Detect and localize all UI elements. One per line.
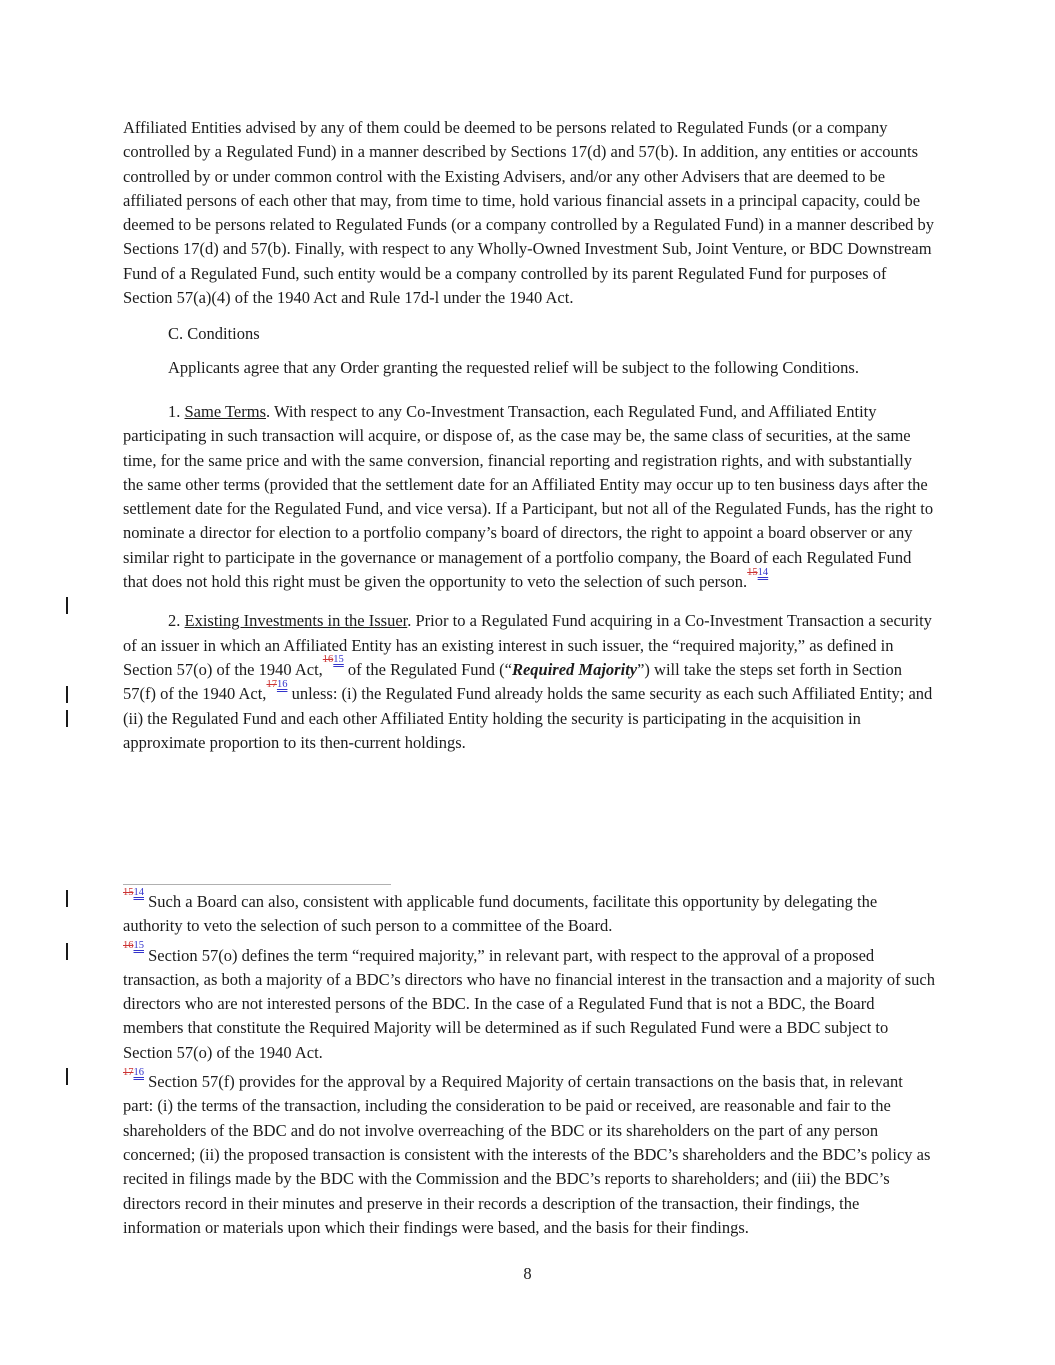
revision-bar [66, 890, 68, 907]
page-number: 8 [523, 1264, 532, 1283]
footnote-ref: 1514 [123, 886, 144, 898]
footnote-ref: 1716 [123, 1066, 144, 1078]
revision-bar [66, 1068, 68, 1085]
revision-bar [66, 686, 68, 703]
footnote-ref: 1514 [747, 566, 769, 578]
section-heading-conditions: C. Conditions [168, 324, 260, 344]
footnote-ref: 1716 [266, 678, 288, 690]
revision-bar [66, 710, 68, 727]
footnote-ref: 1615 [123, 940, 144, 952]
footnote-separator [123, 884, 391, 885]
paragraph-applicants: Applicants agree that any Order granting the requested relief will be subject to the following Conditions. [168, 357, 859, 377]
footnote-ref: 1615 [322, 654, 344, 666]
revision-bar [66, 943, 68, 960]
revision-bar [66, 597, 68, 614]
document-body [123, 116, 935, 755]
condition-1-same-terms: 1. Same Terms. With respect to any Co-Investment Transaction, each Regulated Fund, and Affiliated Entity participating in such transaction will acquire, or dispose of, as the case may be, the same class of securities, at the same time, for the same price and with the same conversion, financial reporting and registration rights, and with substantially the same other terms (provided that the settlement date for an Affiliated Entity may occur up to ten business days after the settlement date for the Regulated Fund, and vice versa). If a Participant, but not all of the Regulated Funds, has the right to nominate a director for election to a portfolio company’s board of directors, the right to appoint a board observer or any similar right to participate in the governance or management of a portfolio company, the Board of each Regulated Fund that does not hold this right must be given the opportunity to veto the selection of such person.$^{1514}$ [123, 401, 934, 592]
condition-2-existing-investments: 2. Existing Investments in the Issuer. Prior to a Regulated Fund acquiring in a Co-Investment Transaction a security of an issuer in which an Affiliated Entity has an existing interest in such issuer, the “required majority,” as defined in Section 57(o) of the 1940 Act,$^{1615}$ of the Regulated Fund (“Required Majority”) will take the steps set forth in Section 57(f) of the 1940 Act,$^{1716}$ unless: (i) the Regulated Fund already holds the same security as each such Affiliated Entity; and (ii) the Regulated Fund and each other Affiliated Entity holding the security is participating in the acquisition in approximate proportion to its then-current holdings. [123, 611, 933, 752]
footnote-15: $^{1615}$ Section 57(o) defines the term “required majority,” in relevant part, with respect to the approval of a proposed transaction, as both a majority of a BDC’s directors who have no financial interest in the transaction and a majority of such directors who are not interested persons of the BDC. In the case of a Regulated Fund that is not a BDC, the Board members that constitute the Required Majority will be determined as if such Regulated Fund were a BDC subject to Section 57(o) of the 1940 Act. [123, 940, 935, 1062]
footnotes-section [123, 884, 935, 1240]
footnote-16: $^{1716}$ Section 57(f) provides for the approval by a Required Majority of certain transactions on the basis that, in relevant part: (i) the terms of the transaction, including the consideration to be paid or received, are reasonable and fair to the shareholders of the BDC and do not involve overreaching of the BDC or its shareholders on the part of any person concerned; (ii) the proposed transaction is consistent with the interests of the BDC’s shareholders and the BDC’s policy as recited in filings made by the BDC with the Commission and the BDC’s reports to shareholders; and (iii) the BDC’s directors record in their minutes and preserve in their records a description of the transaction, their findings, the information or materials upon which their findings were based, and the basis for their findings. [123, 1066, 931, 1237]
footnote-14: $^{1514}$ Such a Board can also, consistent with applicable fund documents, facilitate this opportunity by delegating the authority to veto the selection of such person to a committee of the Board. [123, 886, 878, 936]
paragraph-intro: Affiliated Entities advised by any of them could be deemed to be persons related to Regulated Funds (or a company controlled by a Regulated Fund) in a manner described by Sections 17(d) and 57(b). In addition, any entities or accounts controlled by or under common control with the Existing Advisers, and/or any other Advisers that are deemed to be affiliated persons of each other that may, from time to time, hold various financial assets in a principal capacity, could be deemed to be persons related to Regulated Funds (or a company controlled by a Regulated Fund) in a manner described by Sections 17(d) and 57(b). Finally, with respect to any Wholly-Owned Investment Sub, Joint Venture, or BDC Downstream Fund of a Regulated Fund, such entity would be a company controlled by its parent Regulated Fund for purposes of Section 57(a)(4) of the 1940 Act and Rule 17d-l under the 1940 Act. [123, 118, 935, 308]
